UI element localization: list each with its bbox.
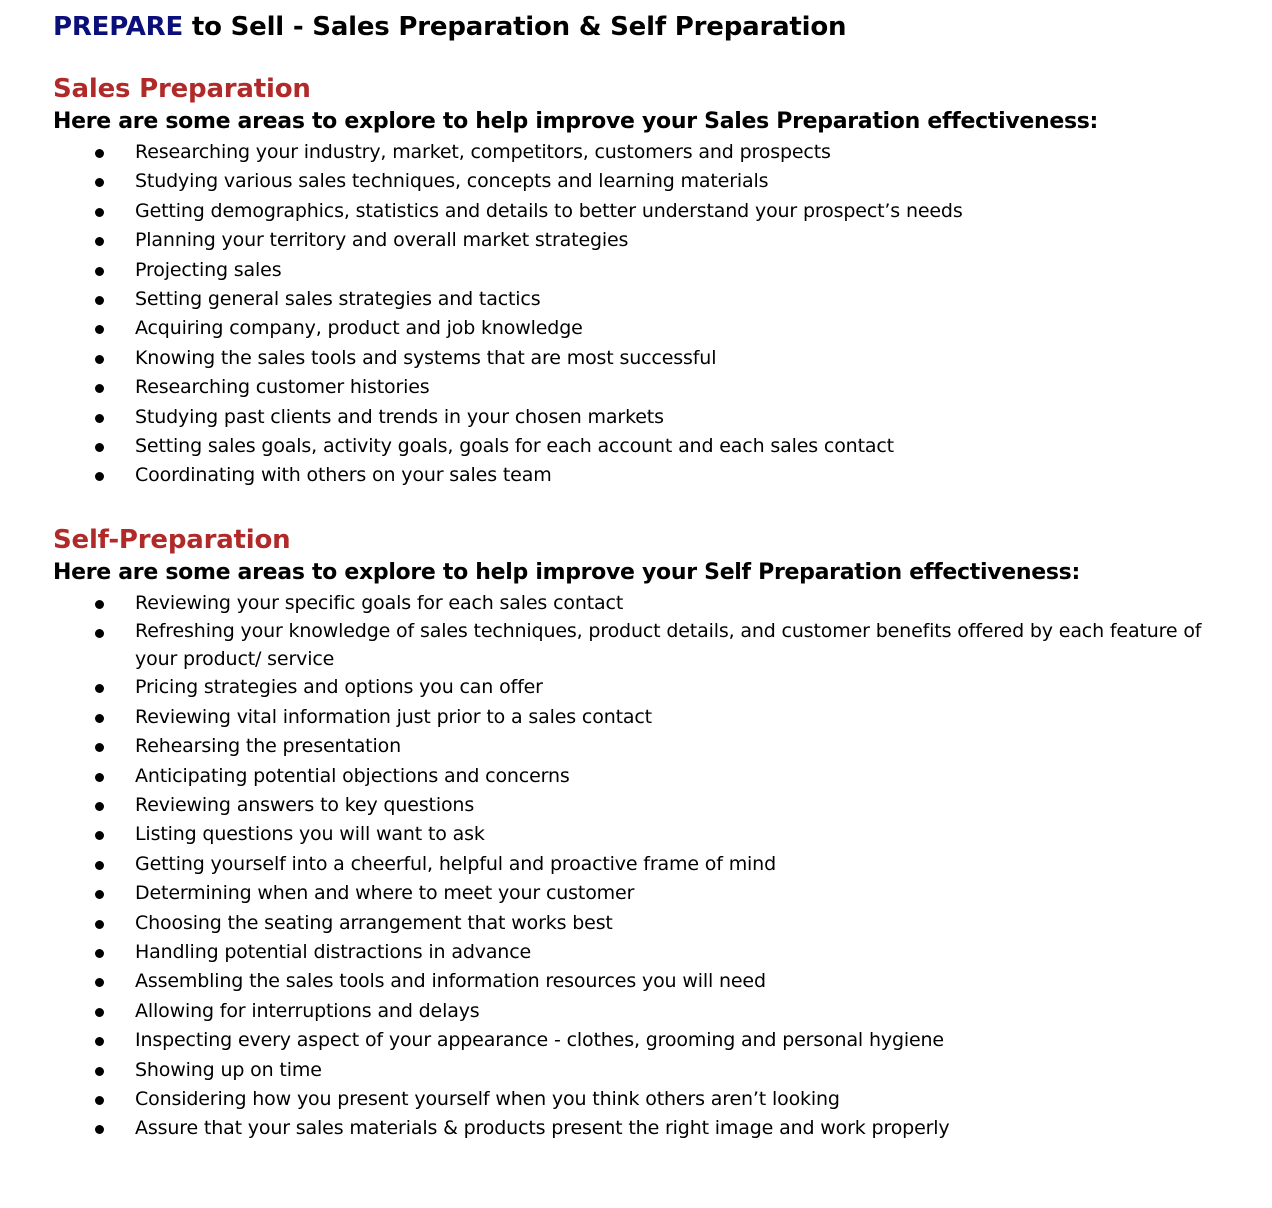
list-item-text: Allowing for interruptions and delays xyxy=(135,999,480,1022)
bullet-icon xyxy=(95,949,104,958)
list-item-text: Determining when and where to meet your customer xyxy=(135,882,635,905)
list-item-text: Pricing strategies and options you can offer xyxy=(135,676,543,699)
list-item xyxy=(53,1085,1220,1114)
list-item xyxy=(53,1026,1220,1055)
list-item-text: Projecting sales xyxy=(135,258,282,281)
list-item-text: Anticipating potential objections and concerns xyxy=(135,764,570,787)
list-item xyxy=(53,403,1220,432)
bullet-icon xyxy=(95,1125,104,1134)
self-preparation-intro: Here are some areas to explore to help improve your Self Preparation effectiveness: xyxy=(53,559,1080,585)
self-preparation-heading: Self-Preparation xyxy=(53,524,291,555)
list-item-text: Setting sales goals, activity goals, goals for each account and each sales contact xyxy=(135,435,894,458)
list-item-text: Choosing the seating arrangement that works best xyxy=(135,911,613,934)
list-item-text: Handling potential distractions in advance xyxy=(135,940,532,963)
bullet-icon xyxy=(95,600,104,609)
list-item xyxy=(53,879,1220,908)
list-item xyxy=(53,373,1220,402)
sales-preparation-section xyxy=(53,72,1272,491)
list-item-text: Considering how you present yourself when you think others aren’t looking xyxy=(135,1087,840,1110)
bullet-icon xyxy=(95,443,104,452)
list-item xyxy=(53,967,1220,996)
list-item-text: Researching your industry, market, competitors, customers and prospects xyxy=(135,141,831,163)
bullet-icon xyxy=(95,267,104,276)
list-item-text: Acquiring company, product and job knowledge xyxy=(135,317,583,340)
list-item xyxy=(53,1114,1220,1143)
title-accent: PREPARE xyxy=(53,12,184,42)
sales-preparation-intro: Here are some areas to explore to help improve your Sales Preparation effectiveness: xyxy=(53,109,1099,134)
list-item-text: Researching customer histories xyxy=(135,376,430,399)
bullet-icon xyxy=(95,296,104,305)
bullet-icon xyxy=(95,325,104,334)
list-item xyxy=(53,1056,1220,1085)
sales-preparation-heading: Sales Preparation xyxy=(53,74,311,104)
sales-preparation-list xyxy=(53,138,1272,491)
bullet-icon xyxy=(95,684,104,693)
list-item xyxy=(53,850,1220,879)
list-item xyxy=(53,589,1220,618)
bullet-icon xyxy=(95,978,104,987)
list-item xyxy=(53,461,1220,490)
bullet-icon xyxy=(95,1037,104,1046)
bullet-icon xyxy=(95,414,104,423)
list-item-text: Showing up on time xyxy=(135,1058,322,1081)
bullet-icon xyxy=(95,208,104,217)
list-item-text: Studying various sales techniques, concepts and learning materials xyxy=(135,170,769,193)
list-item xyxy=(53,732,1220,761)
bullet-icon xyxy=(95,1096,104,1105)
bullet-icon xyxy=(95,355,104,364)
list-item xyxy=(53,138,1220,167)
list-item-text: Listing questions you will want to ask xyxy=(135,823,485,846)
bullet-icon xyxy=(95,149,104,158)
bullet-icon xyxy=(95,472,104,481)
list-item-text: Reviewing vital information just prior to a sales contact xyxy=(135,705,652,728)
bullet-icon xyxy=(95,1008,104,1017)
list-item-text: Coordinating with others on your sales team xyxy=(135,464,552,487)
list-item-text: Refreshing your knowledge of sales techniques, product details, and customer benefits offered by each feature of your product/ service xyxy=(135,620,1202,670)
list-item-text: Knowing the sales tools and systems that are most successful xyxy=(135,346,717,369)
bullet-icon xyxy=(95,714,104,723)
list-item xyxy=(53,938,1220,967)
list-item-text: Assure that your sales materials & products present the right image and work properly xyxy=(135,1117,950,1140)
list-item-text: Getting demographics, statistics and details to better understand your prospect’s needs xyxy=(135,199,963,222)
list-item-text: Reviewing your specific goals for each sales contact xyxy=(135,591,624,614)
bullet-icon xyxy=(95,384,104,393)
list-item xyxy=(53,703,1220,732)
list-item xyxy=(53,909,1220,938)
list-item xyxy=(53,820,1220,849)
list-item xyxy=(53,673,1220,702)
bullet-icon xyxy=(95,920,104,929)
bullet-icon xyxy=(95,773,104,782)
list-item-text: Planning your territory and overall market strategies xyxy=(135,229,629,252)
list-item xyxy=(53,226,1220,255)
list-item-text: Rehearsing the presentation xyxy=(135,735,401,758)
list-item xyxy=(53,256,1220,285)
bullet-icon xyxy=(95,802,104,811)
bullet-icon xyxy=(95,743,104,752)
list-item xyxy=(53,997,1220,1026)
bullet-icon xyxy=(95,1067,104,1076)
title-rest: to Sell - Sales Preparation & Self Preparation xyxy=(183,12,847,42)
list-item xyxy=(53,618,1220,673)
bullet-icon xyxy=(95,237,104,246)
list-item xyxy=(53,197,1220,226)
self-preparation-list xyxy=(53,589,1272,1144)
list-item-text: Getting yourself into a cheerful, helpful and proactive frame of mind xyxy=(135,852,776,875)
list-item-text: Reviewing answers to key questions xyxy=(135,793,475,816)
bullet-icon xyxy=(95,861,104,870)
list-item-text: Inspecting every aspect of your appearance - clothes, grooming and personal hygiene xyxy=(135,1029,944,1052)
document-title xyxy=(53,10,1272,44)
list-item xyxy=(53,167,1220,196)
bullet-icon xyxy=(95,629,104,638)
list-item xyxy=(53,762,1220,791)
list-item-text: Setting general sales strategies and tactics xyxy=(135,288,541,311)
list-item-text: Studying past clients and trends in your chosen markets xyxy=(135,405,664,428)
list-item xyxy=(53,285,1220,314)
list-item xyxy=(53,344,1220,373)
bullet-icon xyxy=(95,890,104,899)
list-item xyxy=(53,314,1220,343)
list-item-text: Assembling the sales tools and information resources you will need xyxy=(135,970,766,993)
self-preparation-section xyxy=(53,523,1272,1144)
bullet-icon xyxy=(95,831,104,840)
bullet-icon xyxy=(95,178,104,187)
list-item xyxy=(53,791,1220,820)
list-item xyxy=(53,432,1220,461)
